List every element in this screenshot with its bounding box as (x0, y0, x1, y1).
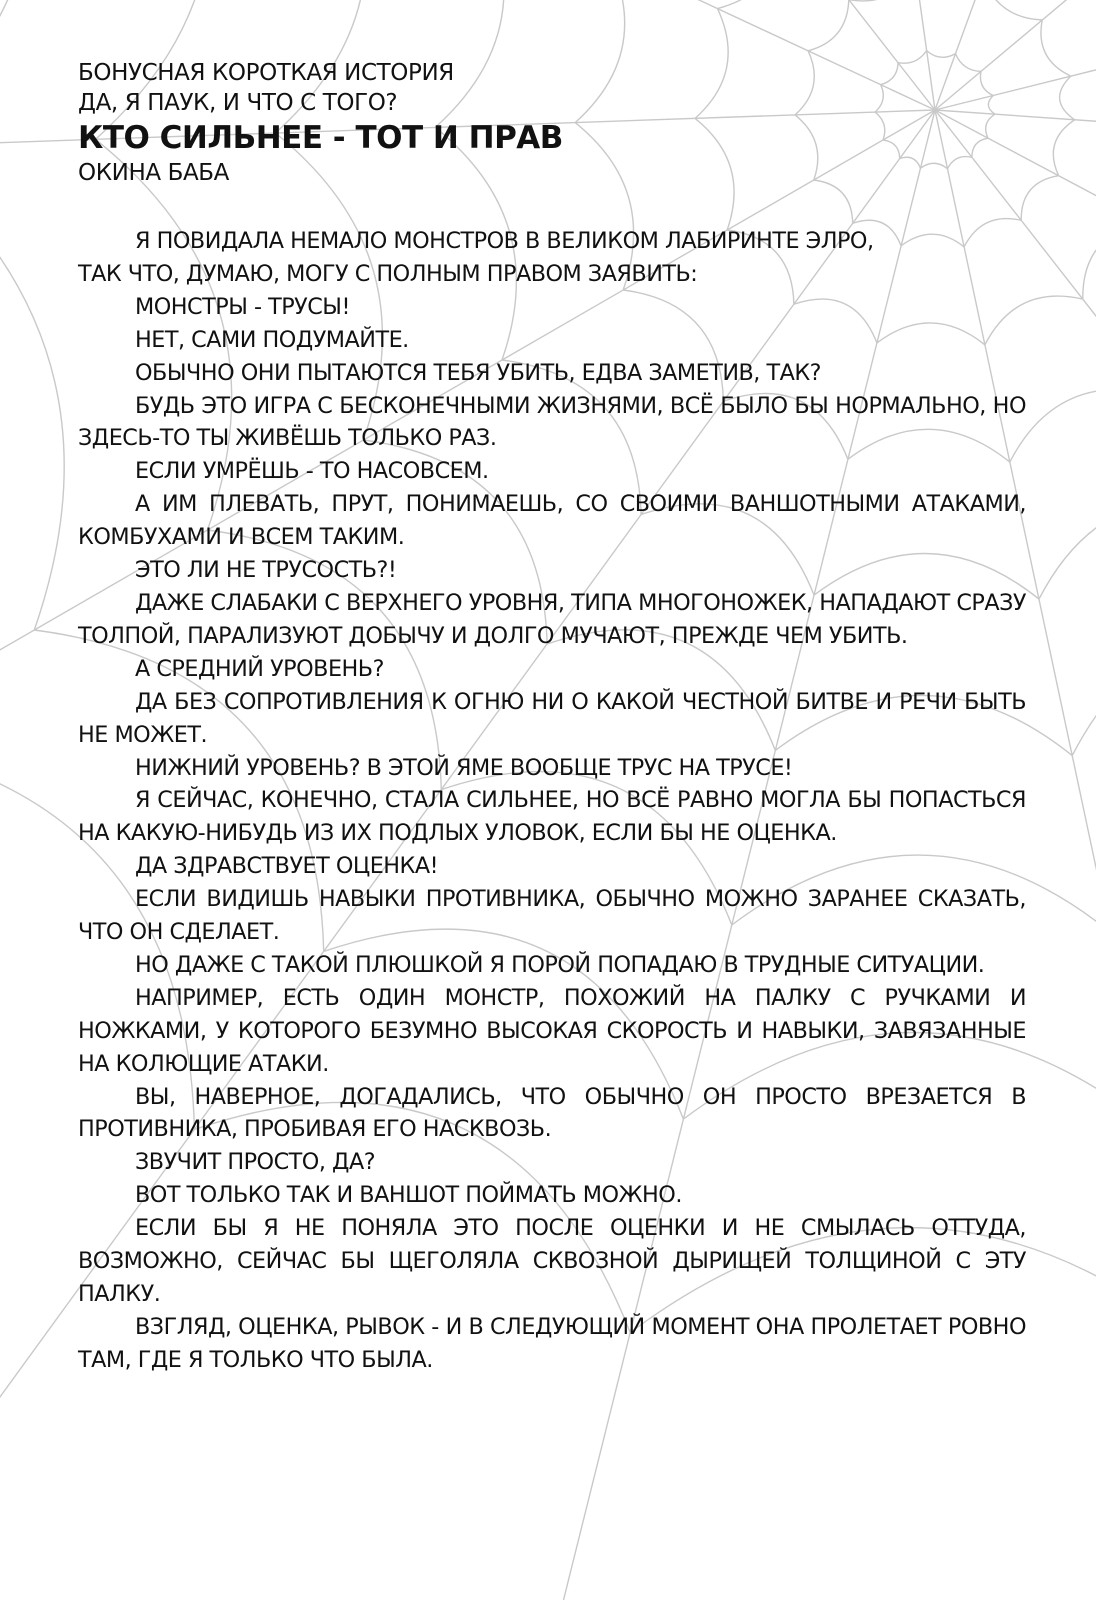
paragraph: ВЗГЛЯД, ОЦЕНКА, РЫВОК - И В СЛЕДУЮЩИЙ МОМЕНТ ОНА ПРОЛЕТАЕТ РОВНО ТАМ, ГДЕ Я ТОЛЬКО ЧТО БЫЛА. (78, 1313, 1026, 1373)
paragraph: Я ПОВИДАЛА НЕМАЛО МОНСТРОВ В ВЕЛИКОМ ЛАБИРИНТЕ ЭЛРО, ТАК ЧТО, ДУМАЮ, МОГУ С ПОЛНЫМ ПРАВОМ ЗАЯВИТЬ: (78, 228, 874, 287)
paragraph: А СРЕДНИЙ УРОВЕНЬ? (135, 655, 384, 682)
paragraph: ВОТ ТОЛЬКО ТАК И ВАНШОТ ПОЙМАТЬ МОЖНО. (135, 1182, 682, 1209)
author-name: ОКИНА БАБА (78, 160, 230, 186)
paragraph: ЕСЛИ БЫ Я НЕ ПОНЯЛА ЭТО ПОСЛЕ ОЦЕНКИ И НЕ СМЫЛАСЬ ОТТУДА, ВОЗМОЖНО, СЕЙЧАС БЫ ЩЕГОЛЯЛА СКВОЗНОЙ ДЫРИЩЕЙ ТОЛЩИНОЙ С ЭТУ ПАЛКУ. (78, 1215, 1026, 1307)
paragraph: МОНСТРЫ - ТРУСЫ! (135, 293, 350, 320)
paragraph: НЕТ, САМИ ПОДУМАЙТЕ. (135, 326, 409, 353)
story-header (78, 58, 1026, 188)
paragraph: ОБЫЧНО ОНИ ПЫТАЮТСЯ ТЕБЯ УБИТЬ, ЕДВА ЗАМЕТИВ, ТАК? (135, 359, 822, 386)
series-title: ДА, Я ПАУК, И ЧТО С ТОГО? (78, 90, 398, 116)
paragraph: ЕСЛИ ВИДИШЬ НАВЫКИ ПРОТИВНИКА, ОБЫЧНО МОЖНО ЗАРАНЕЕ СКАЗАТЬ, ЧТО ОН СДЕЛАЕТ. (78, 886, 1026, 946)
paragraph: ДАЖЕ СЛАБАКИ С ВЕРХНЕГО УРОВНЯ, ТИПА МНОГОНОЖЕК, НАПАДАЮТ СРАЗУ ТОЛПОЙ, ПАРАЛИЗУЮТ ДОБЫЧУ И ДОЛГО МУЧАЮТ, ПРЕЖДЕ ЧЕМ УБИТЬ. (78, 589, 1026, 649)
paragraph: НИЖНИЙ УРОВЕНЬ? В ЭТОЙ ЯМЕ ВООБЩЕ ТРУС НА ТРУСЕ! (135, 754, 793, 781)
paragraph: НАПРИМЕР, ЕСТЬ ОДИН МОНСТР, ПОХОЖИЙ НА ПАЛКУ С РУЧКАМИ И НОЖКАМИ, У КОТОРОГО БЕЗУМНО ВЫСОКАЯ СКОРОСТЬ И НАВЫКИ, ЗАВЯЗАННЫЕ НА КОЛЮЩИЕ АТАКИ. (78, 984, 1026, 1077)
paragraph: ЗВУЧИТ ПРОСТО, ДА? (135, 1149, 376, 1176)
paragraph: А ИМ ПЛЕВАТЬ, ПРУТ, ПОНИМАЕШЬ, СО СВОИМИ ВАНШОТНЫМИ АТАКАМИ, КОМБУХАМИ И ВСЕМ ТАКИМ. (78, 491, 1026, 551)
paragraph: ЕСЛИ УМРЁШЬ - ТО НАСОВСЕМ. (135, 458, 489, 485)
story-title: КТО СИЛЬНЕЕ - ТОТ И ПРАВ (78, 120, 563, 156)
page-content (78, 58, 1026, 1377)
story-label: БОНУСНАЯ КОРОТКАЯ ИСТОРИЯ (78, 60, 454, 86)
paragraph: НО ДАЖЕ С ТАКОЙ ПЛЮШКОЙ Я ПОРОЙ ПОПАДАЮ В ТРУДНЫЕ СИТУАЦИИ. (135, 951, 985, 978)
paragraph: ВЫ, НАВЕРНОЕ, ДОГАДАЛИСЬ, ЧТО ОБЫЧНО ОН ПРОСТО ВРЕЗАЕТСЯ В ПРОТИВНИКА, ПРОБИВАЯ ЕГО НАСКВОЗЬ. (78, 1083, 1026, 1143)
story-body (78, 225, 1026, 1377)
paragraph: ДА ЗДРАВСТВУЕТ ОЦЕНКА! (135, 853, 439, 880)
paragraph: ДА БЕЗ СОПРОТИВЛЕНИЯ К ОГНЮ НИ О КАКОЙ ЧЕСТНОЙ БИТВЕ И РЕЧИ БЫТЬ НЕ МОЖЕТ. (78, 688, 1026, 748)
paragraph: Я СЕЙЧАС, КОНЕЧНО, СТАЛА СИЛЬНЕЕ, НО ВСЁ РАВНО МОГЛА БЫ ПОПАСТЬСЯ НА КАКУЮ-НИБУДЬ ИЗ ИХ ПОДЛЫХ УЛОВОК, ЕСЛИ БЫ НЕ ОЦЕНКА. (78, 787, 1026, 847)
paragraph: ЭТО ЛИ НЕ ТРУСОСТЬ?! (135, 557, 397, 584)
paragraph: БУДЬ ЭТО ИГРА С БЕСКОНЕЧНЫМИ ЖИЗНЯМИ, ВСЁ БЫЛО БЫ НОРМАЛЬНО, НО ЗДЕСЬ-ТО ТЫ ЖИВЁШЬ ТОЛЬКО РАЗ. (78, 392, 1026, 452)
